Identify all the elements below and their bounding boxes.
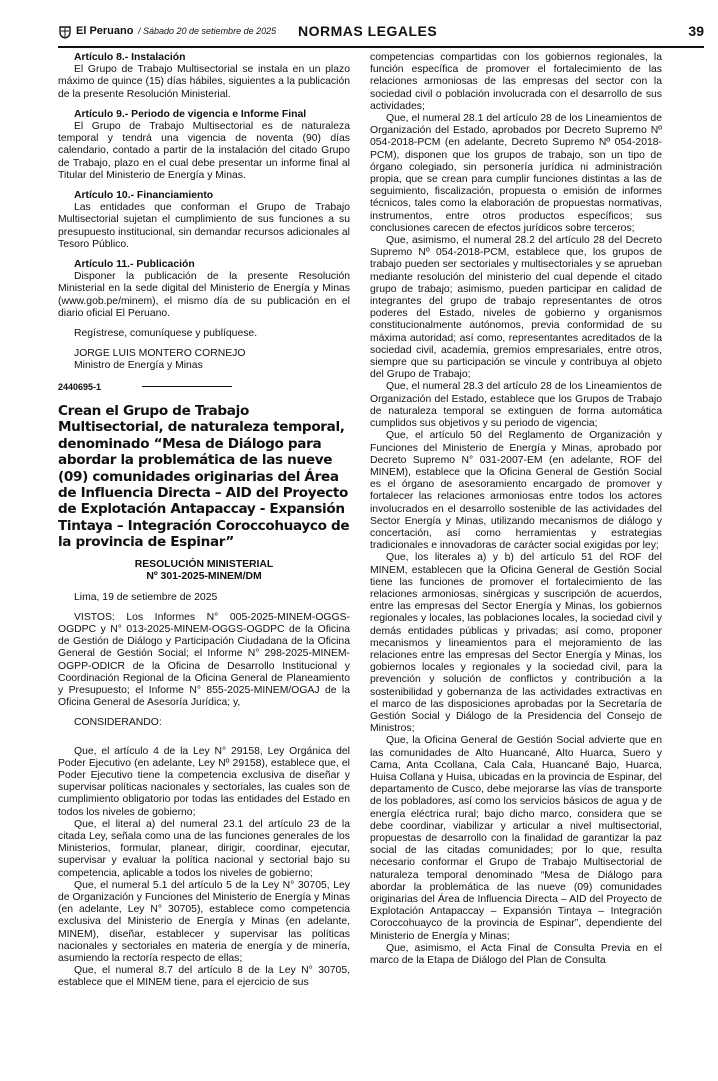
article-body: El Grupo de Trabajo Multisectorial se instala en un plazo máximo de quince (15) días hábiles, siguientes a la publicación de la presente Resolución Ministerial.	[58, 64, 350, 100]
considerando-paragraph: Que, la Oficina General de Gestión Social advierte que en las comunidades de Alto Huancané, Alto Huarca, Suero y Cama, Anta Ccollana, Cala Cala, Huancané Bajo, Huarca, Huisa Collana y Huisa, ubicadas en la provincia de Espinar, del departamento de Cusco, debe mejorarse las vías de transporte de los pobladores, así como los servicios básicos de agua y de energía eléctrica rural; bajo dicho marco, considera que se debe coordinar, viabilizar y articular a nivel multisectorial, propuestas de desarrollo con la finalidad de garantizar la paz social de las citadas comunidades; por lo que, resulta necesario conformar el Grupo de Trabajo Multisectorial de naturaleza temporal denominado “Mesa de Diálogo para abordar la problemática de las nueve (09) comunidades originarias del Área de Influencia Directa – AID del Proyecto de Explotación Antapaccay – Expansión Tintaya – Integración Coroccohuayco de la provincia de Espinar”, dependiente del Ministerio de Energía y Minas;	[370, 735, 662, 942]
considerando-paragraph: Que, el literal a) del numeral 23.1 del artículo 23 de la citada Ley, señala como una de las funciones generales de los Ministerios, formular, planear, dirigir, coordinar, ejecutar, supervisar y evaluar la política nacional y sectorial bajo su competencia, aplicable a todos los niveles de gobierno;	[58, 818, 350, 879]
signer-name: JORGE LUIS MONTERO CORNEJO	[74, 348, 246, 360]
article-heading: Artículo 11.- Publicación	[74, 259, 195, 271]
article-body: Disponer la publicación de la presente Resolución Ministerial en la sede digital del Ministerio de Energía y Minas (www.gob.pe/minem), el mismo día de su publicación en el diario oficial El Peruano.	[58, 271, 350, 319]
signer-title: Ministro de Energía y Minas	[74, 360, 203, 372]
page-header	[58, 20, 704, 48]
separator-line	[142, 386, 232, 387]
considerando-paragraph: Que, el numeral 5.1 del artículo 5 de la Ley N° 30705, Ley de Organización y Funciones del Ministerio de Energía y Minas (en adelante, Ley N° 30705), establece como competencia exclusiva del Ministerio de Energía y Minas (en adelante, MINEM), diseñar, establecer y supervisar las políticas nacionales y sectoriales en materia de energía y de minería, asumiendo la rectoría respecto de ellas;	[58, 879, 350, 965]
article-heading: Artículo 8.- Instalación	[74, 52, 186, 63]
considerando-paragraph: Que, los literales a) y b) del artículo 51 del ROF del MINEM, establecen que la Oficina General de Gestión Social tiene las funciones de promover el fortalecimiento de las relaciones armoniosas, sinérgicas y suscripción de acuerdos, entre las empresas del Sector Energía y Minas, los gobiernos regionales y locales, las poblaciones locales, la sociedad civil y demás entidades públicas y privadas; así como, proponer mecanismos y lineamientos para el mejoramiento de las relaciones entre las empresas del Sector Energía y Minas, los gobiernos locales y regionales y la sociedad civil, para la prevención y solución de conflictos y contribución a la sostenibilidad y gobernanza de las actividades extractivas en el marco de las disposiciones aprobadas por la Secretaría de Gestión Social y Diálogo de la Presidencia del Consejo de Ministros;	[370, 552, 662, 735]
closing-formula: Regístrese, comuníquese y publíquese.	[74, 328, 258, 340]
right-column	[370, 52, 662, 967]
article-heading: Artículo 10.- Financiamiento	[74, 190, 214, 202]
left-column	[58, 52, 350, 990]
considerando-paragraph: Que, el numeral 28.1 del artículo 28 de los Lineamientos de Organización del Estado, aprobados por Decreto Supremo Nº 054-2018-PCM (en adelante, Decreto Supremo Nº 054-2018-PCM), disponen que los grupos de trabajo, son un tipo de órgano colegiado, sin personería jurídica ni administración propia, que se crean para cumplir funciones distintas a las de seguimiento, fiscalización, propuesta o emisión de informes técnicos, tales como la elaboración de propuestas normativas, instrumentos, entre otros productos específicos; sus conclusiones carecen de efectos jurídicos sobre terceros;	[370, 113, 662, 234]
page-number: 39	[688, 23, 704, 39]
place-date: Lima, 19 de setiembre de 2025	[74, 591, 218, 603]
section-title: NORMAS LEGALES	[298, 23, 438, 39]
resolution-label: RESOLUCIÓN MINISTERIAL	[134, 558, 274, 570]
considerando-paragraph: Que, el numeral 28.3 del artículo 28 de los Lineamientos de Organización del Estado, establece que los Grupos de Trabajo de naturaleza temporal se extinguen de forma automática cumplidos sus objetivos y su periodo de vigencia;	[370, 381, 662, 430]
resolution-title: Crean el Grupo de Trabajo Multisectorial, de naturaleza temporal, denominado “Mesa de Diálogo para abordar la problemática de las nueve (09) comunidades originarias del Área de Influencia Directa – AID del Proyecto de Explotación Antapaccay - Expansión Tintaya – Integración Coroccohuayco de la provincia de Espinar”	[58, 402, 350, 551]
considerando-paragraph: Que, asimismo, el numeral 28.2 del artículo 28 del Decreto Supremo Nº 054-2018-PCM, establece que, los grupos de trabajo pueden ser sectoriales y multisectoriales y se aprueban mediante resolución del ministerio del cual depende el citado grupo de trabajo; asimismo, pueden participar en calidad de integrantes del grupo de trabajo representantes de otros poderes del Estado, niveles de gobierno y organismos constitucionalmente autónomos, previa conformidad de su máxima autoridad; así como, representantes acreditados de la sociedad civil, academia, gremios empresariales, entre otros, siempre que su participación se vincule y contribuya al objeto del Grupo de Trabajo;	[370, 235, 662, 381]
coat-of-arms-icon	[58, 25, 72, 39]
considerando-paragraph: Que, asimismo, el Acta Final de Consulta Previa en el marco de la Etapa de Diálogo del Plan de Consulta	[370, 942, 662, 967]
considerando-paragraph: Que, el artículo 4 de la Ley N° 29158, Ley Orgánica del Poder Ejecutivo (en adelante, Ley Nº 29158), establece que, el Poder Ejecutivo tiene la competencia exclusiva de diseñar y supervisar políticas nacionales y sectoriales, las cuales son de cumplimiento obligatorio por todas las entidades del Estado en todos los niveles de gobierno;	[58, 745, 350, 818]
article-body: Las entidades que conforman el Grupo de Trabajo Multisectorial sujetan el cumplimiento de sus funciones a su presupuesto institucional, sin demandar recursos adicionales al Tesoro Público.	[58, 202, 350, 250]
considerando-paragraph: competencias compartidas con los gobiernos regionales, la función específica de promover el fortalecimiento de las relaciones armoniosas de las empresas del sector con la sociedad civil o población involucrada con el desarrollo de sus actividades;	[370, 52, 662, 112]
vistos-paragraph: VISTOS: Los Informes N° 005-2025-MINEM-OGGS-OGDPC y N° 013-2025-MINEM-OGGS-OGDPC de la Oficina de Gestión de Diálogo y Participación Ciudadana de la Oficina General de Gestión Social; el Informe N° 298-2025-MINEM-OGPP-ODICR de la Oficina de Desarrollo Institucional y Coordinación Regional de la Oficina General de Planeamiento y Presupuesto; el Informe N° 855-2025-MINEM/OGAJ de la Oficina General de Asesoría Jurídica; y,	[58, 611, 350, 709]
considerando-paragraph: Que, el numeral 8.7 del artículo 8 de la Ley N° 30705, establece que el MINEM tiene, para el ejercicio de sus	[58, 965, 350, 989]
resolution-number: Nº 301-2025-MINEM/DM	[146, 571, 262, 583]
publication-name: El Peruano	[76, 25, 134, 37]
document-code: 2440695-1	[58, 381, 102, 392]
document-code-row	[58, 381, 350, 393]
publication-date: / Sábado 20 de setiembre de 2025	[138, 26, 277, 36]
article-heading: Artículo 9.- Periodo de vigencia e Informe Final	[74, 108, 307, 120]
considerando-heading: CONSIDERANDO:	[74, 717, 162, 729]
article-body: El Grupo de Trabajo Multisectorial es de naturaleza temporal y tendrá una vigencia de noventa (90) días calendario, contado a partir de la instalación del citado Grupo de Trabajo, plazo en el cual debe presentar un informe final al Titular del Ministerio de Energía y Minas.	[58, 121, 350, 181]
considerando-paragraph: Que, el artículo 50 del Reglamento de Organización y Funciones del Ministerio de Energía y Minas, aprobado por Decreto Supremo N° 031-2007-EM (en adelante, ROF del MINEM), establece que la Oficina General de Gestión Social es el órgano de asesoramiento encargado de promover y fortalecer las relaciones armoniosas entre todos los actores involucrados en el desarrollo sostenible de las actividades del Sector Energía y Minas, utilizando mecanismos de diálogo y concertación, así como herramientas y estrategias tradicionales e innovadoras de carácter social exigidas por ley;	[370, 430, 662, 552]
